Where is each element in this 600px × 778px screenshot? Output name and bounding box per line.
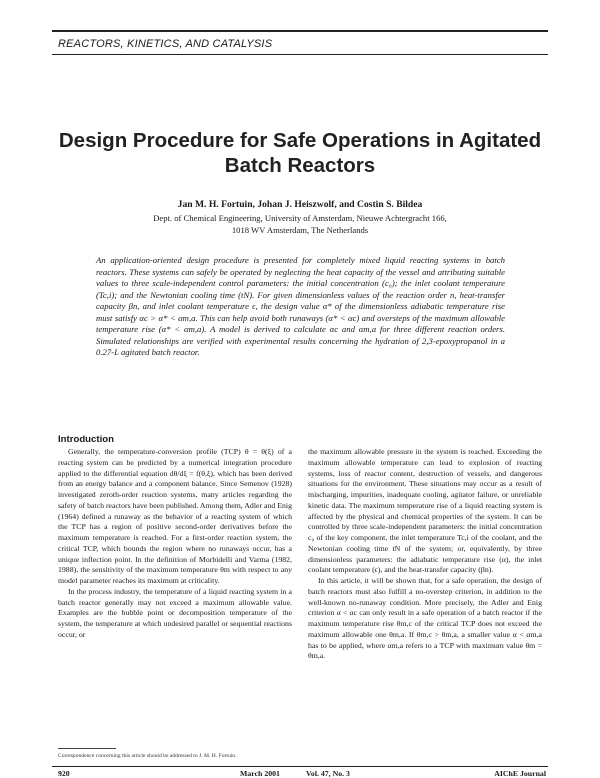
- issue-date: March 2001: [240, 769, 280, 778]
- article-title: [52, 128, 548, 178]
- title-line-1: Design Procedure for Safe Operations in Agitated: [58, 129, 542, 152]
- paragraph: In the process industry, the temperature of a liquid reacting system in a batch reactor generally may not exceed a maximum allowable value. Examples are the bubble point or decomposition temperature of the system, the temperature at which undesired parallel or sequential reactions occur, or: [58, 586, 292, 639]
- section-label: REACTORS, KINETICS, AND CATALYSIS: [58, 38, 273, 50]
- affiliation: [52, 213, 548, 236]
- title-line-2: Batch Reactors: [224, 154, 376, 177]
- paragraph: Generally, the temperature-conversion profile (TCP) θ = θ(ξ) of a reacting system can be predicted by a numerical integration procedure applied to the differential equation dθ/dξ = f(θ,ξ), which has been derived from an energy balance and a component balance. Since Semenov (1928) investigated zeroth-order reaction systems, many articles regarding the safety of batch reactors have been published. Among them, Adler and Enig (1964) defined a runaway as the behavior of a reacting system of which the TCP has a region of positive second-order derivatives before the maximum temperature is reached. For a first-order reaction system, the critical TCP, which bounds the region where no runaways occur, has a unique inflection point. In the definition of Morbidelli and Varma (1982, 1988), the sensitivity of the maximum temperature θm with respect to any model parameter reaches its maximum at criticality.: [58, 447, 292, 585]
- body-column-left: [58, 447, 292, 641]
- page-number: 920: [58, 769, 70, 778]
- journal-name: AIChE Journal: [494, 769, 546, 778]
- affiliation-line-2: 1018 WV Amsterdam, The Netherlands: [231, 224, 369, 235]
- body-column-right: [308, 447, 542, 662]
- volume-number: Vol. 47, No. 3: [306, 769, 350, 778]
- footer-rule: [52, 766, 548, 767]
- affiliation-line-1: Dept. of Chemical Engineering, University of Amsterdam, Nieuwe Achtergracht 166,: [153, 213, 447, 223]
- author-list: Jan M. H. Fortuin, Johan J. Heiszwolf, and Costin S. Bildea: [177, 199, 423, 210]
- paragraph: the maximum allowable pressure in the system is reached. Exceeding the maximum allowable temperature can lead to explosion of reacting systems, loss of reactor content, destruction of vessels, and dangerous situations for the environment. These situations may occur as a result of mischarging, impurities, inadequate cooling, agitator failure, or unreliable kinetic data. The maximum temperature rise of a liquid reacting system is affected by the physical and chemical properties of the system. It can be controlled by three scale-independent parameters: the initial concentration c₀ of the key component, the inlet temperature Tc,i of the coolant, and the Newtonian cooling time tN of the system; or, equivalently, by three dimensionless parameters: the adiabatic temperature rise (α), the inlet coolant temperature (ϵ), and the heat-transfer capacity (βn).: [308, 447, 542, 575]
- section-heading-introduction: Introduction: [58, 434, 114, 445]
- correspondence-footnote: Correspondence concerning this article should be addressed to J. M. H. Fortuin.: [58, 753, 237, 759]
- paragraph: In this article, it will be shown that, for a safe operation, the design of batch reactors must also fulfill a no-overstep criterion, in addition to the well-known no-runaway condition. More precisely, the Adler and Enig criterion α < αc can only result in a safe operation of a batch reactor if the maximum temperature rise θm,c of the critical TCP does not exceed the maximum allowable one θm,a. If θm,c > θm,a, a smaller value α < αm,a has to be applied, where αm,a refers to a TCP with maximum value θm = θm,a.: [308, 576, 542, 661]
- abstract: An application-oriented design procedure is presented for completely mixed liquid reacting systems in batch reactors. These systems can safely be operated by neglecting the heat capacity of the vessel and attributing suitable values to three scale-independent control parameters: the initial concentration (c₀); the inlet coolant temperature (Tc,i); and the Newtonian cooling time (tN). For given dimensionless values of the reaction order n, heat-transfer capacity βn, and inlet coolant temperature ϵ, the design value α* of the dimensionless adiabatic temperature rise must satisfy αc > α* < αm,a. This can help avoid both runaways (α* < αc) and oversteps of the maximum allowable temperature rise (α* < αm,a). A model is derived to calculate αc and αm,a for three different reaction orders. Simulated relationships are verified with experimental results concerning the hydration of 2,3-epoxypropanol in a 0.27-L agitated batch reactor.: [96, 255, 505, 358]
- footnote-rule: [58, 748, 116, 749]
